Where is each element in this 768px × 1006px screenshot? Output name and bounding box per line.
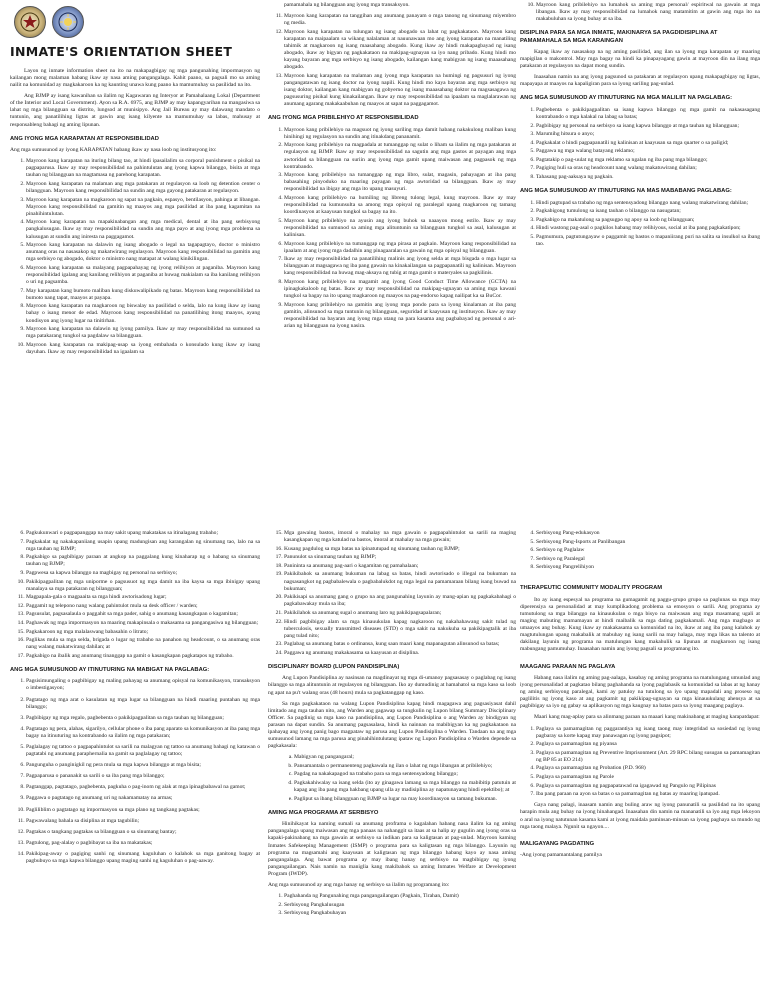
department-seal-icon (52, 6, 84, 38)
list-item: 8. Pagtanggap, pagtatago, pagbebenta, pagkuha o pag-inom ng alak at mga ipinagbabawal na gamot; (26, 784, 260, 791)
logo-row (14, 6, 260, 38)
release-modes-list (520, 726, 760, 799)
lesser-offenses-list (520, 200, 760, 249)
column-discipline (520, 2, 760, 524)
list-item: 16. Paglikas mula sa mga selda, brigada o lugar ng trabaho na panahon ng headcount, o sa anumang oras nang walang makatwirang dahilan; at (26, 637, 260, 651)
column-release (520, 530, 760, 1002)
list-item: 9. Paggawa o pagtatago ng anumang uri ng nakamamatay na armas; (26, 795, 260, 802)
privileges-list-continued (520, 2, 760, 23)
list-item: 1. Hindi pagtupad sa trabaho ng mga sentensyadong bilanggo nang walang makatwirang dahilan; (536, 200, 760, 207)
list-item: 4. Paglaya sa pamamagitan ng Probation (P.D. 968) (536, 765, 760, 772)
list-item: 12. Mayroon kang karapatan na tulungan ng isang abogado sa lahat ng pagkakataon. Mayroon kang karapatan na maipaalam sa wikang nalalaman at nauunawaan mo ang iyong karapatan na manatiling tahimik at magkaroon ng isang maasahang abogado. Kung ikaw ay hindi makapagbayad ng isang abogado, ikaw ay bigyan ng pagkakataon na makipag-ugnayan sa iyo nang pribado. Kung hindi mo kayang bayaran ang mga serbisyo ng isang abogado, kailangan kang mabigyan ng isang maaasahang abogado. (284, 29, 516, 72)
list-item: 6. Serbisyo ng Paglalaw (536, 547, 760, 554)
tcmp-paragraph: Ito ay isang espesyal na programa na gumagamit ng paggu-grupo grupo sa paglunas sa mga may diperensiya sa personalidad at may kumplikadong problema sa emosyon o sarili. Ang programa ay tumutulong sa mga bilanggo na kinauukulan o mga bisyo na maiwasan ang mga masamang ugali at maging mabuting mamamayan at hindi maibalik sa mga dating pagkakamali. Ang mga magbago at umaayos ang buhay. Kung ikaw ay makakasama sa komunidad na ito, ikaw at ang iba pang kalahok ay magtutulungan upang makabalik at mabuhay ng isang sarili na may halaga, may mga likas na talento at dakilang layunin ng programa na matulungan kang makahulik sa lipunan at magkaroon ng isang mabungang pamumuhay. Inaasahan namin ang iyong pagsali sa programang ito. (520, 596, 760, 653)
list-item: b. Pansamantala o permanenteng pagkawala ng ilan o lahat ng mga libangan at pribilehiyo; (294, 763, 516, 770)
list-item: 1. Mayroon kang karapatan na ituring bilang tao, at hindi ipasailalim sa corporal punishment o pisikal na pagpaparusa. Ikaw ay may responsibilidad na pahintulutan ang iyong kapwa bilanggo, bisita at mga tauhan ng bilangguan na magtamasa ng parehong karapatan. (26, 158, 260, 179)
intro-paragraph: Ang BJMP ay isang kawanihan sa ilalim ng Kagawaran ng Interyor at Pamahalaang Lokal (Department of the Interior and Local Government). Ayon sa R.A. 6975, ang BJMP ay may kapangyarihan na mangasiwa sa lahat ng mga bilangguan sa distrito, lungsod at munisipyo. Ang Jail Bureau ay may dalawang mandato o tuntunin, ang panatilihing ligtas at gawin ang isang kilyente na mamumuhay sa labas, mahusay at responsableng bahagi ng aming lipunan. (10, 93, 260, 128)
list-item: 13. Pagtulong, pag-alalay o pagbibayat sa iba na makatakas; (26, 840, 260, 847)
list-item: 6. Paglaya sa pamamagitan ng pagpapatawad na igagawad ng Pangulo ng Pilipinas (536, 783, 760, 790)
rights-continued: pamamahala ng bilangguan ang iyong mga transaksyon. (284, 2, 410, 8)
list-item: 8. Mayroon kang pribilehiyo na magamit ang iyong Good Conduct Time Allowance (GCTA) na ipinagkakaloob ng batas. Ikaw ay may responsibilidad na makipag-ugnayan sa aming mga kawani tungkol sa bagay na ito upang magkaroon ng maayos na pag-endorso kapag nailipat ka sa BuCor. (284, 279, 516, 300)
list-item: 17. Panunulot sa sinumang tauhan ng BJMP; (284, 554, 516, 561)
list-item: 5. Mayroon kang karapatan na dalawin ng isang abogado o legal na tagapagtayo, doctor o ministro anumang oras na nasasakop ng makatwirang regulasyon. Mayroon kang responsibilidad na gamitin ang mga serbisyo ng abogado, doktor o ministro nang matapat at walang kinikilingan. (26, 242, 260, 263)
programs-paragraph: Hinihikayat ka naming sumali sa anumang proframa o kagalahan habang nasa ilalim ka ng aming pangangalaga upang maiwasan ang mga panaas na nahanggit sa itaas at sa halip ay gugulin ang iyong oras sa kapaki-pakinabang na mga gawain at serbisyo sa indikan para sa kaligtasan at pag-unlad. Mayroon kaming Inmates Safekeeping Management (ISMP) o programa para sa kaligtasan ng mga bilanggo. Layunin ng programa na magsamahi ang kaayusan at kaligtasan ng mga bilanggo habang kayo ay nasa aming pangangalaga. Ang bawat programa ay may ibang hanay ng serbisyo na magbibigay ng iyong pangangailangan. Nais namin na maniglia kang makibahok sa aming Inmates Welfare at Development Program (IWDP). (268, 821, 516, 877)
section-heading-grave-offenses: ANG MGA SUMUSUNOD AY ITINUTURING NA MABIGAT NA PAGLABAG: (10, 667, 210, 673)
penalties-list (268, 754, 516, 803)
list-item: 3. Mayroon kang karapatan na magkaroon ng sapat na pagkain, espasyo, bentilasyon, pahinga at libangan. Mayroon kang responsibilidad na gamitin ng maayos ang mga pasilidad at iba pang kagamitan na pinahihintulutan. (26, 197, 260, 218)
early-release-paragraph: Habang nasa ilalim ng aming pag-aalaga, kasabay ng aming programa na matulungang umunlad ang iyong personalidad at pagkatao bilang paghahanda sa iyong paglabasik sa komunidad sa labas at ng hanay ng aming serbisyong paralegal, kami ay patuloy na tutulong sa iyo upang mapadali ang proseso ng paglilitis ng iyong kaso at ang pagkamit ng pakikipag-ugnayan sa mga kinauukulang ahensya at sa pagbibigay sa iyo ng gabay sa aplikasyon ng mga kaugnay na batas para sa iyong maagang paglaya. (520, 674, 760, 710)
minor-offenses-list (520, 107, 760, 181)
list-item: d. Pagkakahiwalay sa isang selda (ito ay ginagawa lamang sa mga bilanggo na mabibitip patutuin at kapag ang iba pang mga hakbang upang ulla ay madisiplina ay napatunayang hindi epektibo); at (294, 780, 516, 794)
page-title: INMATE'S ORIENTATION SHEET (10, 44, 233, 59)
list-item: 6. Pagkukunwari o pagpapanggap na may sakit upang makatakas sa itinalagang trabaho; (26, 530, 260, 537)
list-item: 18. Panininta sa anumang pag-aari o kagamitan ng pamahalaan; (284, 563, 516, 570)
list-item: 4. Serbisyong Pang-edukasyon (536, 530, 760, 537)
list-item: 7. Ikaw ay may responsibilidad na panatilihing malinis ang iyong selda at mga bisgada o mga lugar sa bilangguan at magsagawa ng iba pang gawain na kinakailangan sa pagpapanatili ng kalinisan. Mayroon kang responsibilidad na huwag mag-aksaya ng tubig at mga gamit o materyales sa pagkilinis. (284, 256, 516, 277)
list-item: 3. Mayroon kang pribilehiyo na tumanggap ng mga libro, sulat, magasin, pahayagan at iba pang babasahing pinyoduko na maaring payagan ng mga awtoridad sa bilangguan. Ikaw ay may responsibilidad na ibigay ang mga ito upang masuyuri. (284, 172, 516, 193)
list-item: 20. Pakikisapi sa anumang gang o grupo na ang pangunahing layunin ay mang-apian ng pagkakabahagi o pagkabawakay mula sa iba; (284, 594, 516, 608)
list-item: 4. Pagkakalat o hindi pagpapanatili ng kalinisan at kaayusan sa mga quarter o sa paligid; (536, 140, 760, 147)
list-item: 2. Serbisyong Pangkalusugan (284, 902, 516, 909)
list-item: 12. Paggamit ng telepono nang walang pahintulot mula sa desk officer / warden; (26, 603, 260, 610)
discipline-paragraph: Kapag ikaw ay nasasakop na ng aming pasilidad, ang ilan sa iyong mga karapatan ay maaring mapigilan o makontrol. May mga bagay na hindi ka pinapayagang gawin at mayroon din na ilang mga patakaran at regulasyon na dapat mong sundin. (520, 49, 760, 70)
list-item: 6. Mayroon kang karapatan sa malayang pagpapahayag ng iyong relihiyon at paganiba. Mayroon kang responsibilidad igalang ang kanilang relihiyon at paganiba at huwag makialam sa iba kanilang relihiyon o uri ng pagsamba. (26, 265, 260, 286)
services-list-continued (520, 530, 760, 571)
list-item: 5. Mayroon kang pribilehiyo na ayusin ang iyong buhok sa naaayon mong estilo. Ikaw ay may responsibilidad na sumunod sa aming mga alituntunin sa bilangguan tungkol sa asal, kalusugan at kalinisan. (284, 218, 516, 239)
list-item: 3. Marumihg hitsura o anyo; (536, 131, 760, 138)
list-item: 8. Pagkabigo sa pagbibigay paraan at angkop na paggalang kung kinaharap ng o habang sa sinumang tauhan ng BJMP; (26, 554, 260, 568)
section-heading-lesser-offenses: ANG MGA SUMUSUNOD AY ITINUTURING NA MAS MABABANG PAGLABAG: (520, 188, 732, 195)
list-item: 17. Pagkabigo na ibalik ang anumang tinanggap na gamit o kasangkapan pagkatapos ng trabaho. (26, 653, 260, 660)
list-item: 1. Paglaya sa pamamagitan ng paggarantiya ng isang taong may integridad sa sosiedad ng iyong pagbaray sa korte kapag may panawagan ng iyong pagsipot; (536, 726, 760, 740)
list-item: 7. May karapatan kang bumoto maliban kung diskuwalipikado ng batas. Mayroon kang responsibilidad na bumoto nang tapat, maayos at payapa. (26, 288, 260, 302)
list-item: 22. Hindi pagbibigay alam sa mga kinauukulan kapag nagkaroon ng nakahahawang sakit tulad ng tuberculosis, sexually transmitted diseases (STD) o mga sakit na nakukuha sa pakikipagtalik at iba pang tulad nito; (284, 619, 516, 640)
section-heading-tcmp: THERAPEUTIC COMMUNITY MODALITY PROGRAM (520, 585, 663, 592)
list-item: 7. Pagpaparusa o pananakit sa sarili o sa iba pang mga bilanggo; (26, 773, 260, 780)
column-disciplinary-board (268, 530, 516, 1002)
list-item: 14. Pakikipag-away o pagiging sanhi ng sinumang kaguluhan o kalahok sa mga ganitong bagay at pagbubuyo sa mga kapwa bilanggo upang maging sanhi ng kaguluhan o pag-aaway. (26, 851, 260, 865)
list-item: 6. Mayroon kang pribilehiyo na tumanggap ng mga pirasa at pagkain. Mayroon kang responsibilidad na ipaalam at ang iyong mga dadalhin ang pinagaaralan sa gawain ng mga opisyal ng bilangguan. (284, 241, 516, 255)
list-item: 10. Mayroon kang pribilehiyo na lumahok sa aming mga personal/ espiritwal na gawain at mga libangan. Ikaw ay may responsibilidad na lumahok nang matamitim at gawin ang mga ito na makabuluhan sa iyong buhay at sa iba. (536, 2, 760, 23)
list-item: 5. Paglaya sa pamamagitan ng Parole (536, 774, 760, 781)
list-item: 24. Paggawa ng anumang makakasama sa kaayusan at disiplina. (284, 650, 516, 657)
list-item: 2. Mayroon kang pribilehiyo na magpadala at tumanggap ng sulat o liham sa ilalim ng mga patakaran at regulasyon ng BJMP. Ikaw ay may responsibilidad na sagutin ang mga gastos at payagan ang mga awtoridad sa bilangguan na suriin ang iyong mga gamit upang maiwasan ang pagpasok ng mga kontrabando. (284, 142, 516, 170)
list-item: 23. Paglabag sa anumang batas o ordinansa, kung saan maari kang mapanagutan alinsunod sa batas; (284, 641, 516, 648)
section-heading-programs: AMING MGA PROGRAMA AT SERBISYO (268, 809, 379, 816)
list-item: 4. Hindi wastong pag-asal o pagkilos habang may relihiyous, social at iba pang pagkakatipon; (536, 225, 760, 232)
list-item: 10. Pagliliblim o pagtatago ng impormasyon sa mga plano ng tangkang pagtakas; (26, 807, 260, 814)
list-item: 15. Mga gawaing bastos, imoral o mahalay na mga gawain o pagpapahintulot sa sarili na maging kasangkapan ng mga katulad na bastos, imoral at mahalay na mga gawain; (284, 530, 516, 544)
list-item: 13. Pagsusulat, pagsasalaula o paggahit sa mga pader, sahig o anumang kasangkapan o kagamitan; (26, 611, 260, 618)
rights-intro: Ang mga sumusunod ay iyong KARAPATAN habang ikaw ay nasa loob ng institusyong ito: (10, 146, 217, 153)
column-grave-offenses (10, 530, 260, 1002)
welcome-signoff: -Ang iyong pamamantalang pamilya (520, 852, 602, 859)
list-item: 2. Pagkabigong tumulong sa isang tauhan o bilanggo na nasugatan; (536, 208, 760, 215)
list-item: 1. Paghahanda ng Pangunahing mga pangangailangan (Pagkain, Tirahan, Damit) (284, 893, 516, 900)
list-item: 2. Mayroon kang karapatan na malaman ang mga patakaran at regulasyon sa loob ng detention center o bilangguan. Mayroon kang responsibilidad na sundin ang mga gayong patakaran at regulasyon. (26, 181, 260, 195)
list-item: 4. Pagtatago ng pera, alahas, sigarilyo, cellular phone o iba pang aparato sa komunikasyon at iba pang mga bagay na itinuturing na kontrabando sa ilalim ng mga patakaran; (26, 726, 260, 740)
section-heading-minor-offenses: ANG MGA SUMUSUNOD AY ITINUTURING NA MGA MALILIIT NA PAGLABAG: (520, 95, 733, 102)
list-item: 7. Serbisyo ng Paralegal (536, 556, 760, 563)
list-item: 19. Pakikibahok sa anumang bukuman na labag sa batas, hindi awtorisado o illegal na bukuman na nagsasangkot ng pagbabalewala o pagbabalukdot ng mga legal na pamamaraan bilang isang buwad na bukuman; (284, 571, 516, 592)
list-item: 9. Mayroon kang karapatan na dalawin ng iyong pamilya. Ikaw ay may responsibilidad na sumunod sa mga patakarang tungkol sa pagdalaw sa bilangguan. (26, 326, 260, 340)
programs-lead: Ang mga sumusunod ay ang mga hanay ng serbisyo sa ilalim ng programang ito: (268, 881, 450, 888)
list-item: 5. Paglalagay ng tattoo o pagpapahintulot sa sarili na malagyan ng tattoo sa anumang bahagi ng katawan o pagtatabi ng anumang paraphernalia na gamit sa paglalagay ng tattoo; (26, 744, 260, 758)
list-item: 5. Serbisyong Pang-Isports at Panlibangan (536, 539, 760, 546)
list-item: 6. Pangunguha o panginigkil ng pera mula sa mga kapwa bilanggo at mga bisita; (26, 762, 260, 769)
column-privileges (268, 2, 516, 524)
list-item: 4. Mayroon kang karapatan na mapakinabangan ang mga medical, dental at iba pang serbisyong pangkalusugan. Ikaw ay may responsibilidad na sundin ang mga payo at ang iyong mga problema sa kalusugan at sundin ang iniresta na paggagamot. (26, 219, 260, 240)
list-item: 15. Pagkakaroon ng mga malalaswang babasahin o litrato; (26, 629, 260, 636)
list-item: 4. Mayroon kang pribilehiyo na humiling ng libreng tulong legal, kung mayroon. Ikaw ay may responsibilidad na kumunsulta sa among mga opisyal ng paralegal upang magkaroon ng tamang koordinasyon at kaayusan tungkol sa bagay na ito. (284, 195, 516, 216)
closing-paragraph: Gaya nang palagi, inaasam namin ang buling araw ng iyong panunatili sa pasilidad na ito upang harapin mula ang buhay na iyong hinahangad. Inaasahan din namin na mananatili sa iyo ang mga lekoyon o aral na iyong natutunan kasama kami at iyong maidala paminsan-minsan sa iyong paghaya sa mundo ng mga taong malaya. Ngunit sa ngayon.... (520, 802, 760, 830)
list-item: 2. Paglaya sa pamamagitan ng piyansa (536, 741, 760, 748)
list-item: 7. Pagkakalat ng nakakapaniiang usapin upang madungisan ang karangalan ng sinumang tao, lalo na sa mga tauhan ng BJMP; (26, 539, 260, 553)
list-item: 12. Pagtakas o tangkang pagtakas sa bilangguan o sa sinumang bantay; (26, 829, 260, 836)
list-item: c. Pagdag na nakakapagod na trabaho para sa mga sentensyadong bilanggo; (294, 771, 516, 778)
lesser-offenses-list-continued (10, 530, 260, 660)
list-item: 14. Paghawak ng mga impormasyon na maaring makapinsala o makasama sa pangangasiwa ng bilangguan; (26, 620, 260, 627)
list-item: 1. Pagsisimungaling o pagbibigay ng maling pahayag sa anumang opisyal na komunikasyon, transaksyon o imbestigasyon; (26, 678, 260, 692)
column-rights (10, 2, 260, 524)
privileges-list (268, 127, 516, 331)
list-item: 16. Kusang pagdulog sa mga batas na ipinatutupad ng sinumang tauhan ng BJMP; (284, 546, 516, 553)
list-item: 9. Pagpwesa sa kapwa bilanggo na magbigay ng personal na serbisyo; (26, 570, 260, 577)
list-item: 11. Magpapala-gala o magpaaita sa mga hindi awtorisadong lugar; (26, 594, 260, 601)
list-item: 8. Tahasang pag-aaksaya ng pagkain. (536, 174, 760, 181)
discipline-paragraph: Inaasahan namin na ang iyong pagsunod sa patakaran at regulasyon upang makapagbigay ng ligtas, mapayapa at maayos na kapaligiran para sa iyong sariling pag-unlad. (520, 74, 760, 88)
services-list (268, 893, 516, 917)
grave-offenses-list-continued (268, 530, 516, 657)
list-item: 5. Pagmumura, pagtutungayaw o paggamit ng bastos o mapaniirang puri na salita sa insulkol sa ibang tao. (536, 234, 760, 248)
list-item: 8. Serbisyong Pangrelihiyon (536, 564, 760, 571)
list-item: 11. Pagwawalang bahala sa disiplina at mga tagubilin; (26, 818, 260, 825)
list-item: 3. Pagkabigo na makatulong sa pagsugpo ng apoy sa loob ng bilangguan; (536, 217, 760, 224)
intro-paragraph: Layon ng inmate information sheet na ito na makapagbigay ng mga pangunahing impormasyon ng kailangan mong malaman habang ikaw ay nasa aming pangangalaga. Kahit paano, sa pagsali mo sa aming nailit na komunidad ay magkakaroon ka ng kaunting unawa kung paano ka mamumuhay sa pasilidad na ito. (10, 67, 260, 89)
list-item: 2. Pagbibigay ng personal na serbisyo sa isang kapwa bilanggo at mga tauhan ng bilangguan; (536, 123, 760, 130)
section-heading-rights: ANG IYONG MGA KARAPATAN AT RESPONSIBILIDAD (10, 135, 159, 142)
list-item: 3. Pagbibigay ng mga regalo, pagbebenta o pakikipagpalitan sa mga tauhan ng bilangguan; (26, 715, 260, 722)
grave-offenses-list (10, 678, 260, 865)
list-item: 3. Serbisyong Pangkabuhayan (284, 910, 516, 917)
disciplinary-paragraph: Sa mga pagkakataon na walang Lupon Pandisiplina kapag hindi magagawa ang pagsasiyasat dahil limitado ang mga tauhan nito, ang Warden ang gagawap sa tungkulin ng Lupon bilang Summary Disciplinary Officer. Sa pagdinig sa mga kaso na pandisiplina, ang Lupon Pandisiplina o ang Warden ay bindigyan ng parasan na dapat sundin. Sa anumang pagsasalasa, hindi ka nainnan na mabibigyan ka ng pagkakataon na ipahayag ang iyong panig bago magpataw ng parusa ang Lupon Pandisiplina o Warden. Tandaan na ang mga sumusunod lamang na mga parusa ang pinahihintulutang ipataw ng Lupon Pandisiplina o Warden depende sa pagkakasala: (268, 700, 516, 750)
list-item: 13. Mayroon kang karapatan na malaman ang iyong mga karapatan na humingi ng pagsusuri ng iyong pangangatawan ng isang doctor na iyong napili. Kung hindi mo kaya bayaran ang mga serbisyo ng isang doktor, kailangan kang mabigyan ng gobyerno ng isang maaasahang doktor na magsasagawa ng pagsusuring pisikal kung kinakailangan. Ikaw ay may responsibilidad na ipaalam sa maglalarawan ng anumang agarang makakaabuhan ng maayos at sapat na paggagamot. (284, 73, 516, 108)
list-item: 7. Iba pang paraan na ayon sa batas o sa pamamagitan ng batas ay maaring ipatupad. (536, 791, 760, 798)
list-item: 2. Pagtatago ng mga arat o kasulatan ng mga lugar sa bilangguan na hindi maaring puntahan ng mga bilanggo; (26, 697, 260, 711)
list-item: e. Pagliput sa ibang bilangguan ng BJMP sa lugar na may koordinasyon sa tamang bukuman. (294, 796, 516, 803)
list-item: 10. Mayroon kang karapatan na makipag-usap sa iyong embahada o konsulado kung ikaw ay isang dayuhan. Ikaw ay may responsibilidad na igaalam sa (26, 342, 260, 356)
section-heading-welcome: MALIGAYANG PAGDATING (520, 840, 595, 847)
rights-list (10, 158, 260, 356)
list-item: 9. Mayroon kang pribilehiyo na gamitin ang iyong mga pondo para sa iyong kinalaman at iba pang gamitin, alinsunod sa mga tuntunin ng bilangguan, seguridad at kaayusan ng institusyon. Ikaw ay may responsibilidad na bayaran ang iyong mga utang na para kasama ang pagbabayad ng personal o ari-arian ng bilangguan na iyong nasira. (284, 302, 516, 330)
list-item: 6. Pagtatakip o pag-uulat ng mga reklamo sa ngalan ng iba pang mga bilanggo; (536, 157, 760, 164)
list-item: 8. Mayroon kang karapatan na magkaroon ng biswalay na pasilidad o selda, lalo na kung ikaw ay isang bahay o isang menor de edad. Mayroon kang responsibilidad na panatilihing itong maayos, ayang kondisyon ang iyong lugar na tinitirhan. (26, 303, 260, 324)
list-item: 1. Mayroon kang pribilehiyo na magsuot ng iyong sariling mga damit habang nakakulong maliban kung hinihingi ng regulasyon na sundin ang itinakdang pananamit. (284, 127, 516, 141)
list-item: 11. Mayroon kang karapatan na tanggihan ang anumang panayam o mga tanong ng sinumang miyembro ng media. (284, 13, 516, 27)
list-item: 21. Pakikilahok sa anumang sugal o anumang laro ng pakikipagsapalaran; (284, 610, 516, 617)
early-release-lead: Maari kang mag-aplay para sa alinmang paraan na maaari kang makinabang at maging karapatdapat: (534, 714, 760, 721)
list-item: 10. Pakikipagpalitan ng mga uniporme o pagsusuot ng mga damit na iba kaysa sa mga ibinigay upang manalaya sa mga patakaran ng bilangguan; (26, 579, 260, 593)
section-heading-discipline: DISIPLINA PARA SA MGA INMATE, MAKINARYA SA PAGDIDISIPLINA AT PAMAMAHALA SA MGA KARAINGAN (520, 30, 718, 44)
bureau-seal-icon (14, 6, 46, 38)
rights-list-continued (268, 13, 516, 108)
section-heading-disciplinary-board: DISCIPLINARY BOARD (LUPON PANDISIPLINA) (268, 664, 400, 670)
list-item: 5. Paggawa ng mga walang batayang reklamo; (536, 148, 760, 155)
section-heading-early-release: MAAGANG PARAAN NG PAGLAYA (520, 663, 616, 670)
section-heading-privileges: ANG IYONG MGA PRIBILEHIYO AT RESPONSIBILIDAD (268, 115, 419, 122)
list-item: a. Mabigyan ng pangangaral; (294, 754, 516, 761)
list-item: 1. Pagbebenta o pakikipagpalitan sa isang kapwa bilanggo ng mga gamit na nakasasagang kontrabando o mga kalakal na labag sa batas; (536, 107, 760, 121)
list-item: 3. Paglaya sa pamamagitan ng Preventive Imprisonment (Art. 29 RPC bilang susugan sa pamamagitan ng BP 85 at EO 214) (536, 750, 760, 764)
list-item: 7. Pagiging huli sa oras ng headcount nang walang makatuwirang dahilan; (536, 165, 760, 172)
disciplinary-paragraph: Ang Lupon Pandisiplina ay nasinsan na magdinayat ng mga di-umanoy pagsasasay o paglabag ng isang bilanggo sa mga alituntunin at regulasyon ng bilangguan. Iko ay dumudinig at hamahatol sa mga kaso sa loob ng apat na pu't walang oras (48 hours) mula sa pagkatanggap ng kaso. (268, 675, 516, 696)
